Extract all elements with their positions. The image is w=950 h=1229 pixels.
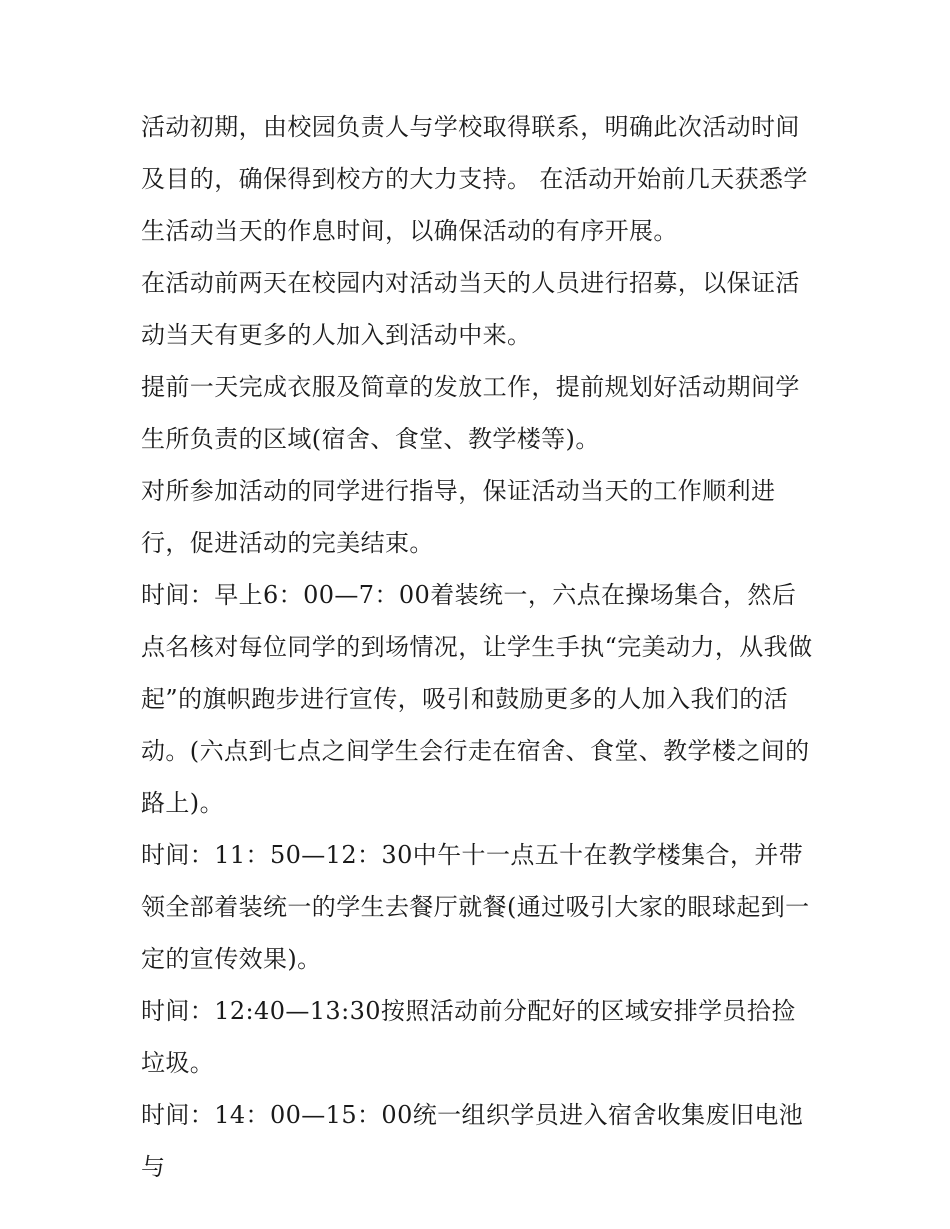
paragraph-noon-schedule: 时间：11：50—12：30中午十一点五十在教学楼集合，并带领全部着装统一的学生去餐厅就餐(通过吸引大家的眼球起到一定的宣传效果)。 <box>141 841 810 973</box>
paragraph-afternoon-schedule: 时间：14：00—15：00统一组织学员进入宿舍收集废旧电池与 <box>141 1101 804 1181</box>
document-body <box>141 101 813 1193</box>
paragraph-guidance: 对所参加活动的同学进行指导，保证活动当天的工作顺利进行，促进活动的完美结束。 <box>141 477 776 557</box>
paragraph-cleanup-schedule: 时间：12:40—13:30按照活动前分配好的区域安排学员拾捡垃圾。 <box>141 997 796 1077</box>
paragraph-distribute-materials: 提前一天完成衣服及简章的发放工作，提前规划好活动期间学生所负责的区域(宿舍、食堂、教学楼等)。 <box>141 373 800 453</box>
paragraph-contact-school: 活动初期，由校园负责人与学校取得联系，明确此次活动时间及目的，确保得到校方的大力支持。 在活动开始前几天获悉学生活动当天的作息时间，以确保活动的有序开展。 <box>141 113 808 245</box>
paragraph-recruit-volunteers: 在活动前两天在校园内对活动当天的人员进行招募，以保证活动当天有更多的人加入到活动中来。 <box>141 269 800 349</box>
paragraph-morning-schedule: 时间：早上6：00—7：00着装统一，六点在操场集合，然后点名核对每位同学的到场情况，让学生手执“完美动力，从我做起”的旗帜跑步进行宣传，吸引和鼓励更多的人加入我们的活动。(六点到七点之间学生会行走在宿舍、食堂、教学楼之间的路上)。 <box>141 581 813 817</box>
